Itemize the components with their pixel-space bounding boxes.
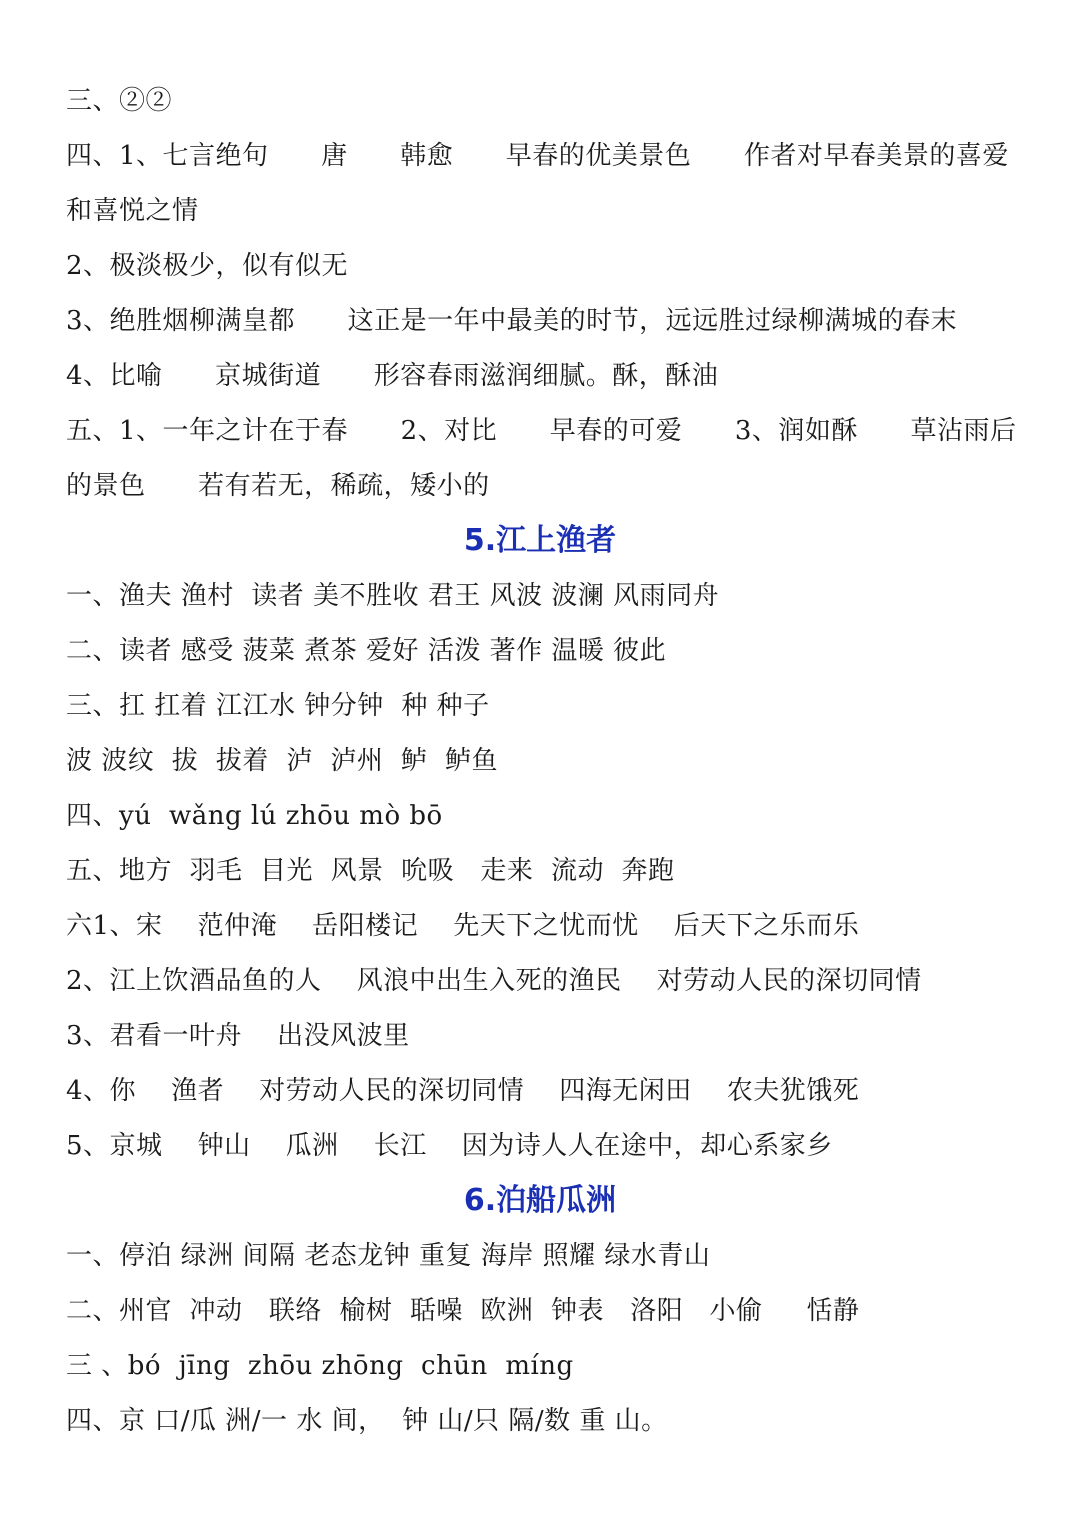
answer-line: 2、极淡极少，似有似无 [66, 251, 349, 281]
answer-line: 二、读者 感受 菠菜 煮茶 爱好 活泼 著作 温暖 彼此 [66, 636, 667, 666]
answer-line: 二、州官 冲动 联络 榆树 聒噪 欧洲 钟表 洛阳 小偷 恬静 [66, 1296, 860, 1326]
answer-line: 五、地方 羽毛 目光 风景 吮吸 走来 流动 奔跑 [66, 856, 675, 886]
pinyin-line: 四、yú wǎng lú zhōu mò bō [66, 801, 443, 831]
answer-line: 四、1、七言绝句 唐 韩愈 早春的优美景色 作者对早春美景的喜爱 [66, 141, 1009, 171]
answer-line: 四、京 口/瓜 洲/一 水 间， 钟 山/只 隔/数 重 山。 [66, 1406, 668, 1436]
answer-line: 2、江上饮酒品鱼的人 风浪中出生入死的渔民 对劳动人民的深切同情 [66, 966, 922, 996]
pinyin-line: 三 、bó jīng zhōu zhōng chūn míng [66, 1351, 574, 1381]
answer-line: 4、你 渔者 对劳动人民的深切同情 四海无闲田 农夫犹饿死 [66, 1076, 860, 1106]
answer-line: 波 波纹 拔 拔着 泸 泸州 鲈 鲈鱼 [66, 746, 498, 776]
answer-line: 5、京城 钟山 瓜洲 长江 因为诗人人在途中，却心系家乡 [66, 1131, 833, 1161]
answer-line: 和喜悦之情 [66, 196, 199, 226]
answer-line: 3、绝胜烟柳满皇都 这正是一年中最美的时节，远远胜过绿柳满城的春末 [66, 306, 958, 336]
answer-line: 六1、宋 范仲淹 岳阳楼记 先天下之忧而忧 后天下之乐而乐 [66, 911, 860, 941]
answer-line: 一、停泊 绿洲 间隔 老态龙钟 重复 海岸 照耀 绿水青山 [66, 1241, 711, 1271]
answer-line: 4、比喻 京城街道 形容春雨滋润细腻。酥，酥油 [66, 361, 719, 391]
section-heading-5: 5.江上渔者 [463, 523, 617, 558]
answer-line: 一、渔夫 渔村 读者 美不胜收 君王 风波 波澜 风雨同舟 [66, 581, 720, 611]
answer-line: 五、1、一年之计在于春 2、对比 早春的可爱 3、润如酥 草沾雨后 [66, 416, 1017, 446]
answer-line: 3、君看一叶舟 出没风波里 [66, 1021, 410, 1051]
answer-line: 三、②② [66, 86, 173, 116]
answer-line: 三、扛 扛着 江江水 钟分钟 种 种子 [66, 691, 490, 721]
section-heading-6: 6.泊船瓜洲 [463, 1183, 617, 1218]
answer-line: 的景色 若有若无，稀疏，矮小的 [66, 471, 490, 501]
